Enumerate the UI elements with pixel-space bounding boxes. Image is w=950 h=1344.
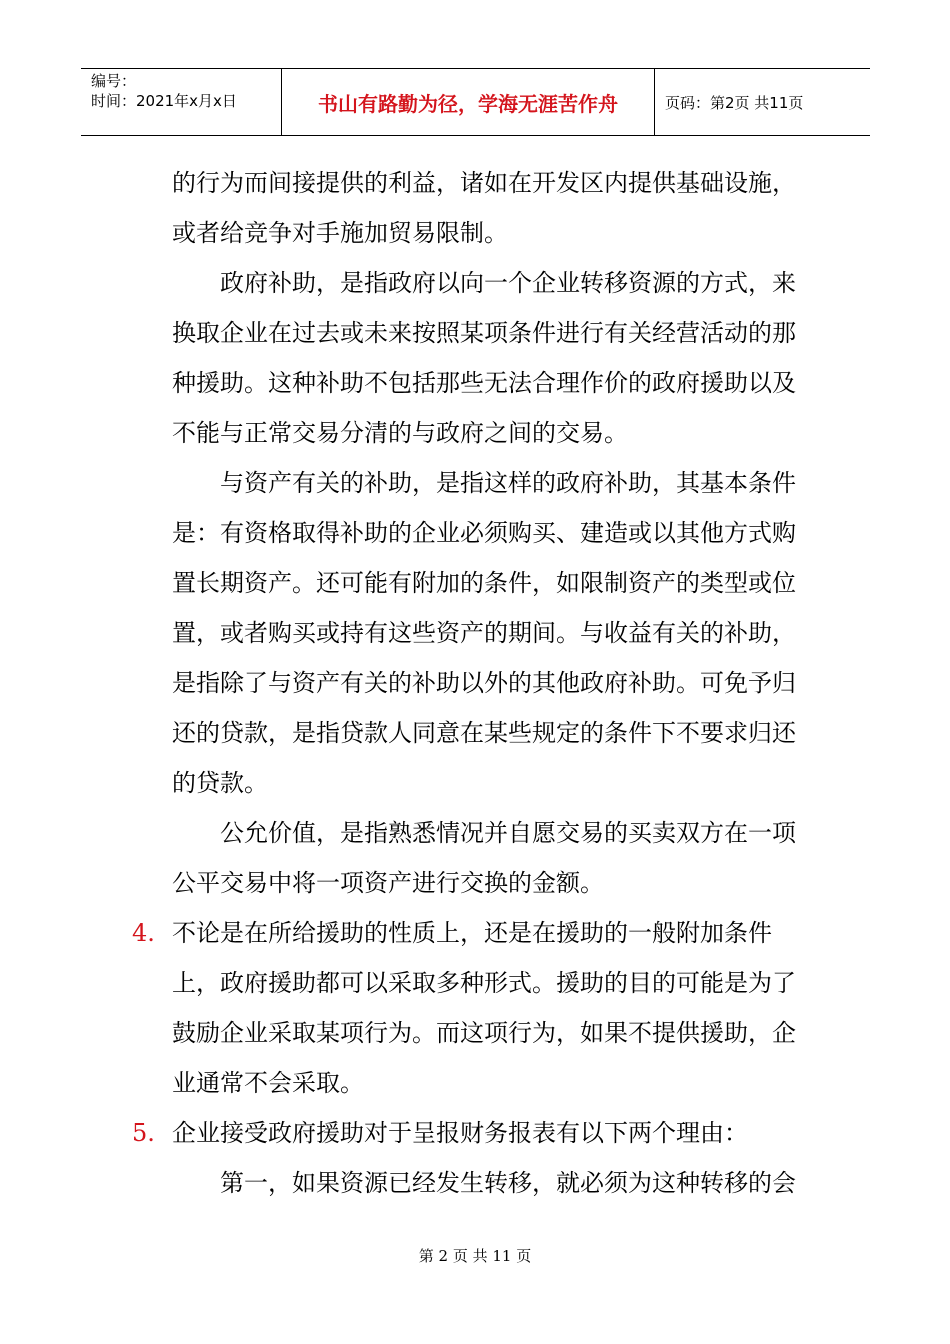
document-header xyxy=(81,68,870,136)
text-line: 第一，如果资源已经发生转移，就必须为这种转移的会 xyxy=(220,1169,796,1197)
text-line: 政府补助，是指政府以向一个企业转移资源的方式，来 xyxy=(220,269,796,297)
text-line: 置长期资产。还可能有附加的条件，如限制资产的类型或位 xyxy=(172,569,796,597)
text-line: 种援助。这种补助不包括那些无法合理作价的政府援助以及 xyxy=(172,369,796,397)
text-line: 的行为而间接提供的利益，诸如在开发区内提供基础设施， xyxy=(172,169,796,197)
text-line: 不能与正常交易分清的与政府之间的交易。 xyxy=(172,419,628,447)
text-line: 公允价值，是指熟悉情况并自愿交易的买卖双方在一项 xyxy=(220,819,796,847)
text-line: 业通常不会采取。 xyxy=(172,1069,364,1097)
text-line: 还的贷款，是指贷款人同意在某些规定的条件下不要求归还 xyxy=(172,719,796,747)
list-number: 5. xyxy=(132,1119,155,1147)
text-line: 置，或者购买或持有这些资产的期间。与收益有关的补助， xyxy=(172,619,796,647)
text-line: 企业接受政府援助对于呈报财务报表有以下两个理由： xyxy=(172,1119,748,1147)
text-line: 是：有资格取得补助的企业必须购买、建造或以其他方式购 xyxy=(172,519,796,547)
text-line: 与资产有关的补助，是指这样的政府补助，其基本条件 xyxy=(220,469,796,497)
text-line: 或者给竞争对手施加贸易限制。 xyxy=(172,219,508,247)
text-line: 的贷款。 xyxy=(172,769,268,797)
page-footer: 第 2 页 共 11 页 xyxy=(418,1247,532,1265)
page-info: 页码：第2页 共11页 xyxy=(665,93,804,112)
time-label: 时间：2021年x月x日 xyxy=(91,92,237,110)
header-meta-cell xyxy=(81,69,282,135)
text-line: 不论是在所给援助的性质上，还是在援助的一般附加条件 xyxy=(172,919,772,947)
text-line: 鼓励企业采取某项行为。而这项行为，如果不提供援助，企 xyxy=(172,1019,796,1047)
number-label: 编号： xyxy=(91,72,137,90)
text-line: 是指除了与资产有关的补助以外的其他政府补助。可免予归 xyxy=(172,669,796,697)
motto: 书山有路勤为径，学海无涯苦作舟 xyxy=(282,69,655,135)
text-line: 公平交易中将一项资产进行交换的金额。 xyxy=(172,869,604,897)
text-line: 换取企业在过去或未来按照某项条件进行有关经营活动的那 xyxy=(172,319,796,347)
list-number: 4. xyxy=(132,919,155,947)
text-line: 上，政府援助都可以采取多种形式。援助的目的可能是为了 xyxy=(172,969,796,997)
